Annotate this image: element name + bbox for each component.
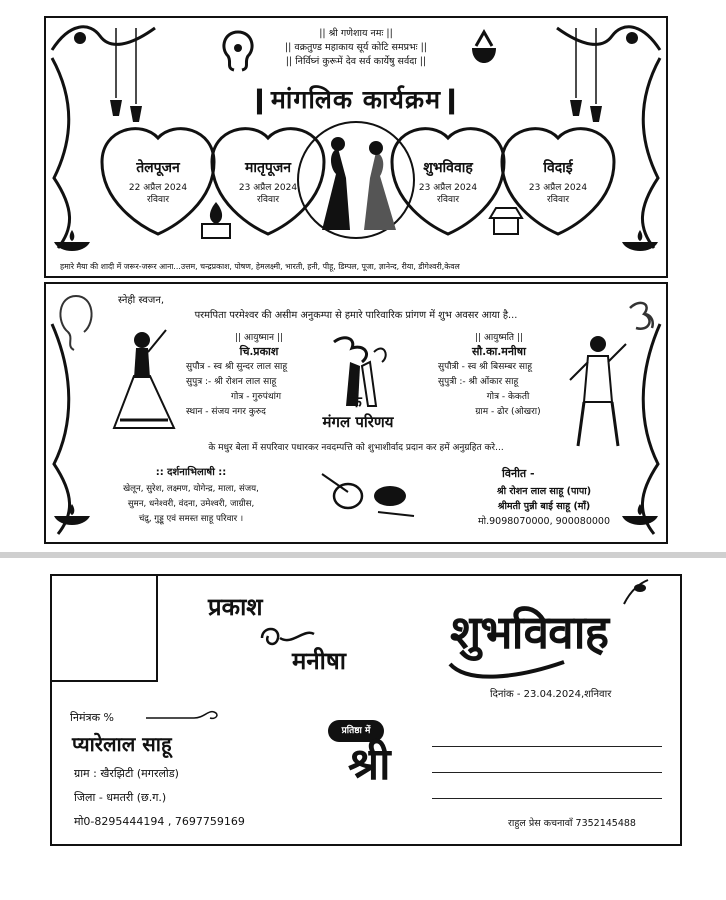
event-day-matrupujan: रविवार (256, 195, 280, 205)
greeting-text: स्नेही स्वजन, (118, 295, 165, 306)
inviter-village: ग्राम : खैरझिटी (मगरलोड) (74, 767, 179, 780)
invocation-text: || श्री गणेशाय नमः || (319, 28, 393, 39)
middle-invitation-card (44, 282, 668, 544)
shloka-line-2: || निर्विघ्नं कुरूमें देव सर्व कार्येषु सर्वदा || (285, 56, 427, 67)
address-line-1 (432, 746, 662, 747)
inviter-swirl-icon (144, 708, 224, 724)
vinit-heading: विनीत - (502, 467, 535, 480)
intro-text: परमपिता परमेश्वर की असीम अनुकम्पा से हमारे पारिवारिक प्रांगण में शुभ अवसर आया है... (194, 310, 518, 321)
pratishtha-text: प्रतिष्ठा में (341, 726, 371, 736)
vinit-line-1: श्री रोशन लाल साहू (पापा) (496, 486, 592, 497)
groom-line-1: सुपौत्र - स्व श्री सुन्दर लाल साहू (186, 362, 288, 372)
side-scroll-left-2-icon (48, 324, 78, 524)
address-line-3 (432, 798, 662, 799)
address-line-2 (432, 772, 662, 773)
inviter-district: जिला - धमतरी (छ.ग.) (74, 791, 167, 804)
event-day-shubhvivah: रविवार (436, 195, 460, 205)
event-name-vidai: विदाई (543, 160, 573, 176)
event-date-matrupujan: 23 अप्रैल 2024 (238, 183, 298, 193)
shri-text: श्री (348, 739, 391, 790)
diya-right-icon (620, 230, 660, 254)
shloka-line-1: || वक्रतुण्ड महाकाय सूर्य कोटि समप्रभः || (284, 42, 427, 53)
top-invitation-card (44, 16, 668, 278)
page-separator (0, 552, 726, 558)
darshan-line-1: खेलून, सुरेश, लक्ष्मण, योगेन्द्र, माला, संजय, (123, 484, 259, 494)
inviter-label: निमंत्रक % (70, 711, 115, 724)
event-day-telpujan: रविवार (146, 195, 170, 205)
envelope-groom-name: प्रकाश (208, 592, 263, 621)
bride-heading: || आयुष्मति || (475, 333, 523, 343)
peacock-feather-icon (620, 578, 650, 608)
mangal-parinay-title: मंगल परिणय (322, 413, 394, 431)
event-name-shubhvivah: शुभविवाह (423, 160, 473, 176)
event-medallion-frames (46, 118, 666, 238)
bride-line-4: ग्राम - ढोर (ओखरा) (475, 407, 541, 417)
ceremony-title: ❙मांगलिक कार्यक्रम❙ (248, 85, 464, 114)
havan-kund-icon (198, 200, 234, 240)
bride-line-1: सुपौत्री - स्व श्री बिसम्बर साहू (438, 362, 533, 372)
event-date-vidai: 23 अप्रैल 2024 (528, 183, 588, 193)
groom-line-4: स्थान - संजय नगर कुरुद (186, 407, 266, 417)
event-name-matrupujan: मातृपूजन (244, 160, 292, 176)
event-date-shubhvivah: 23 अप्रैल 2024 (418, 183, 478, 193)
dhol-drums-icon (318, 472, 418, 522)
bride-name: सौ.का.मनीषा (472, 345, 526, 358)
envelope-date: दिनांक - 23.04.2024,शनिवार (490, 689, 612, 700)
diya-left-2-icon (52, 504, 92, 528)
inviter-mobile: मो0-8295444194 , 7697759169 (74, 815, 245, 828)
envelope-card (50, 574, 682, 846)
event-date-telpujan: 22 अप्रैल 2024 (128, 183, 188, 193)
center-ke: के (350, 393, 362, 411)
event-day-vidai: रविवार (546, 195, 570, 205)
envelope-shubhvivah-title: शुभविवाह (450, 605, 609, 659)
groom-line-3: गोत्र - गुरुपंथांग (230, 392, 282, 402)
doli-icon (486, 204, 526, 240)
press-credit: राहुल प्रेस कचनावाँ 7352145488 (508, 818, 636, 829)
envelope-bride-name: मनीषा (292, 646, 346, 675)
title-swash-icon (448, 658, 568, 682)
groom-name: चि.प्रकाश (239, 345, 279, 358)
bride-line-2: सुपुत्री :- श्री ओंकार साहू (438, 377, 519, 387)
darshan-line-3: चंद्रु, गुड्डू एवं समस्त साहू परिवार । (138, 514, 244, 524)
diya-left-icon (52, 230, 92, 254)
event-name-telpujan: तेलपूजन (136, 160, 180, 176)
groom-heading: || आयुष्मान || (235, 333, 283, 343)
dancer-woman-icon (110, 328, 180, 438)
inviter-name: प्यारेलाल साहू (72, 732, 172, 756)
groom-line-2: सुपुत्र :- श्री रोशन लाल साहू (186, 377, 277, 387)
blessing-text: के मधुर बेला में सपरिवार पधारकर नवदम्पत्ति को शुभाशीर्वाद प्रदान कर हमें अनुग्रहित करे... (208, 443, 504, 453)
stamp-box (52, 576, 158, 682)
darshan-heading: :: दर्शनाभिलाषी :: (155, 467, 227, 478)
darshan-line-2: सुमन, धनेश्वरी, वंदना, उमेश्वरी, जाग्रीस, (127, 499, 255, 509)
vinit-line-3: मो.9098070000, 900080000 (477, 516, 611, 527)
family-names-footer: हमारे मैया की शादी में जरूर-जरूर आना...उत्तम, चन्द्रप्रकाश, पोषण, हेमलक्ष्मी, भारती, हनी, पीहू, डिम्पल, पूजा, ज्ञानेन्द, रीया, डीगेश्वरी,केवल (60, 262, 460, 271)
vinit-line-2: श्रीमती पुन्नी बाई साहू (माँ) (497, 501, 591, 512)
bride-line-3: गोत्र - केकती (486, 392, 530, 402)
diya-right-2-icon (620, 504, 660, 528)
ceremony-title-text: मांगलिक कार्यक्रम (270, 85, 442, 114)
